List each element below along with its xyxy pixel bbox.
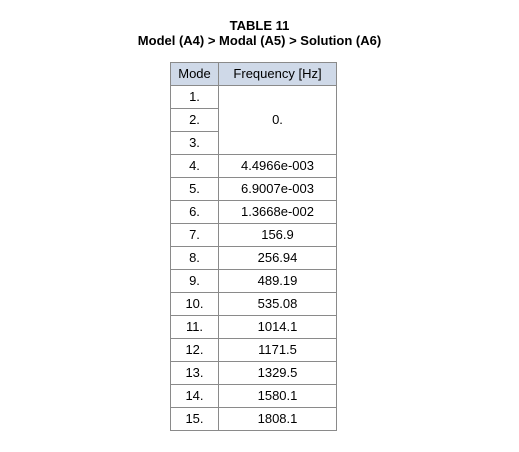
frequency-cell: 4.4966e-003 <box>219 155 337 178</box>
table-caption: Model (A4) > Modal (A5) > Solution (A6) <box>137 33 382 48</box>
table-header-row <box>171 63 337 86</box>
mode-cell: 4. <box>171 155 219 178</box>
mode-cell: 8. <box>171 247 219 270</box>
frequency-cell-merged: 0. <box>219 86 337 155</box>
header-frequency: Frequency [Hz] <box>219 63 337 86</box>
frequency-cell: 489.19 <box>219 270 337 293</box>
frequency-cell: 1580.1 <box>219 385 337 408</box>
table-row <box>171 155 337 178</box>
mode-cell: 7. <box>171 224 219 247</box>
mode-cell: 9. <box>171 270 219 293</box>
frequency-cell: 1.3668e-002 <box>219 201 337 224</box>
mode-cell: 12. <box>171 339 219 362</box>
table-number: TABLE 11 <box>229 18 290 33</box>
table-row <box>171 362 337 385</box>
table-row <box>171 339 337 362</box>
mode-cell: 13. <box>171 362 219 385</box>
frequency-cell: 1171.5 <box>219 339 337 362</box>
frequency-cell: 6.9007e-003 <box>219 178 337 201</box>
mode-cell: 6. <box>171 201 219 224</box>
header-mode: Mode <box>171 63 219 86</box>
table-row <box>171 385 337 408</box>
mode-cell: 11. <box>171 316 219 339</box>
frequency-cell: 1329.5 <box>219 362 337 385</box>
table-row <box>171 247 337 270</box>
mode-cell: 2. <box>171 109 219 132</box>
mode-cell: 10. <box>171 293 219 316</box>
frequency-cell: 1808.1 <box>219 408 337 431</box>
mode-cell: 15. <box>171 408 219 431</box>
frequency-cell: 256.94 <box>219 247 337 270</box>
table-row <box>171 316 337 339</box>
table-row <box>171 270 337 293</box>
table-row <box>171 86 337 109</box>
table-row <box>171 201 337 224</box>
mode-cell: 14. <box>171 385 219 408</box>
table-row <box>171 178 337 201</box>
frequency-cell: 1014.1 <box>219 316 337 339</box>
mode-cell: 5. <box>171 178 219 201</box>
mode-cell: 3. <box>171 132 219 155</box>
frequency-cell: 156.9 <box>219 224 337 247</box>
table-row <box>171 408 337 431</box>
table-row <box>171 293 337 316</box>
table-row <box>171 224 337 247</box>
frequency-cell: 535.08 <box>219 293 337 316</box>
mode-cell: 1. <box>171 86 219 109</box>
frequency-table <box>170 62 337 431</box>
